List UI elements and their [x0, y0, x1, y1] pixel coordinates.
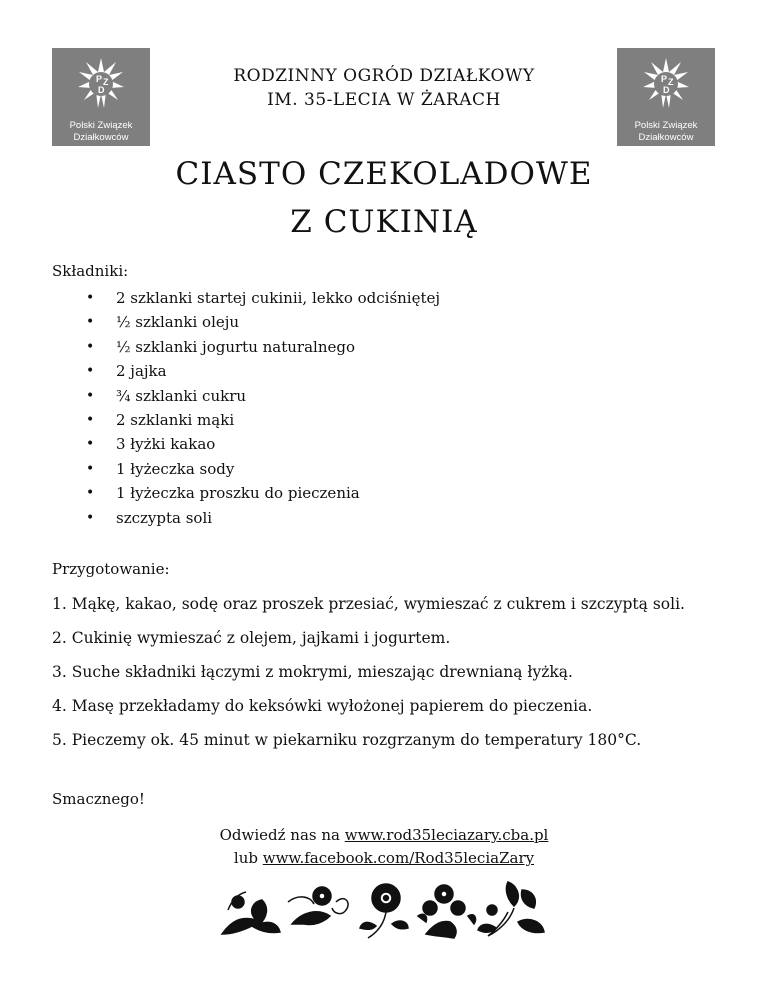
ingredient-text: ½ szklanki oleju — [116, 313, 240, 332]
recipe-title — [100, 150, 668, 246]
pzd-logo-right — [617, 48, 715, 146]
ingredient-item — [52, 432, 440, 456]
garden-name: RODZINNY OGRÓD DZIAŁKOWY — [233, 66, 535, 86]
bullet-icon: • — [86, 460, 95, 477]
ingredient-text: szczypta soli — [116, 508, 213, 527]
preparation-step: 5. Pieczemy ok. 45 minut w piekarniku rozgrzanym do temperatury 180°C. — [52, 731, 642, 749]
logo-caption-line1: Polski Związek — [634, 120, 698, 131]
ingredient-item — [52, 506, 440, 530]
preparation-label: Przygotowanie: — [52, 560, 170, 578]
ingredient-text: 2 szklanki mąki — [116, 410, 235, 429]
ingredient-text: ¾ szklanki cukru — [116, 386, 247, 405]
ingredients-label: Składniki: — [52, 262, 129, 280]
ingredient-text: ½ szklanki jogurtu naturalnego — [116, 337, 355, 356]
visit-prefix: Odwiedź nas na — [219, 826, 340, 844]
bullet-icon: • — [86, 411, 95, 428]
ingredient-item — [52, 408, 440, 432]
bullet-icon: • — [86, 290, 95, 306]
facebook-link[interactable]: www.facebook.com/Rod35leciaZary — [262, 849, 535, 867]
ingredient-item — [52, 384, 440, 408]
bullet-icon: • — [86, 436, 95, 453]
preparation-step: 4. Masę przekładamy do keksówki wyłożonej papierem do pieczenia. — [52, 697, 593, 715]
preparation-steps — [52, 592, 732, 762]
preparation-step: 1. Mąkę, kakao, sodę oraz proszek przesiać, wymieszać z cukrem i szczyptą soli. — [52, 595, 685, 613]
flower-ornament-icon — [218, 872, 550, 944]
ingredient-text: 1 łyżeczka sody — [116, 459, 235, 478]
ingredient-text: 2 szklanki startej cukinii, lekko odciśniętej — [116, 289, 441, 307]
pzd-emblem-icon — [76, 54, 126, 116]
logo-caption-line1: Polski Związek — [69, 120, 133, 131]
visit-connector: lub — [233, 849, 258, 867]
visit-info — [160, 824, 608, 870]
svg-text:D: D — [98, 85, 105, 95]
preparation-step: 3. Suche składniki łączymi z mokrymi, mieszając drewnianą łyżką. — [52, 663, 573, 681]
visit-row-1 — [160, 824, 608, 847]
recipe-title-line1: CIASTO CZEKOLADOWE — [175, 156, 593, 192]
svg-text:P: P — [96, 74, 103, 84]
visit-row-2 — [160, 847, 608, 870]
ingredient-text: 1 łyżeczka proszku do pieczenia — [116, 484, 360, 503]
bullet-icon: • — [86, 509, 95, 526]
ingredient-item — [52, 310, 440, 334]
bullet-icon: • — [86, 314, 95, 331]
bullet-icon: • — [86, 485, 95, 502]
website-link[interactable]: www.rod35leciazary.cba.pl — [344, 826, 549, 844]
ingredient-text: 3 łyżki kakao — [116, 435, 216, 454]
ingredient-item — [52, 286, 440, 310]
ingredient-item — [52, 335, 440, 359]
garden-dedication: IM. 35-LECIA W ŻARACH — [267, 90, 501, 110]
logo-caption — [617, 120, 715, 144]
logo-caption — [52, 120, 150, 144]
recipe-title-line2: Z CUKINIĄ — [290, 204, 478, 240]
preparation-step: 2. Cukinię wymieszać z olejem, jajkami i jogurtem. — [52, 629, 451, 647]
svg-text:P: P — [661, 74, 668, 84]
ingredient-text: 2 jajka — [116, 362, 167, 381]
pzd-emblem-icon — [641, 54, 691, 116]
svg-text:D: D — [663, 85, 670, 95]
ingredient-item — [52, 481, 440, 505]
logo-caption-line2: Działkowców — [73, 132, 129, 143]
bullet-icon: • — [86, 387, 95, 404]
logo-caption-line2: Działkowców — [638, 132, 694, 143]
svg-text:Z: Z — [103, 77, 109, 87]
pzd-logo-left — [52, 48, 150, 146]
ingredients-list — [52, 286, 440, 530]
bullet-icon: • — [86, 363, 95, 380]
closing-greeting: Smacznego! — [52, 790, 145, 808]
bullet-icon: • — [86, 338, 95, 355]
svg-text:Z: Z — [668, 77, 674, 87]
ingredient-item — [52, 457, 440, 481]
ingredient-item — [52, 359, 440, 383]
garden-header — [150, 64, 618, 112]
